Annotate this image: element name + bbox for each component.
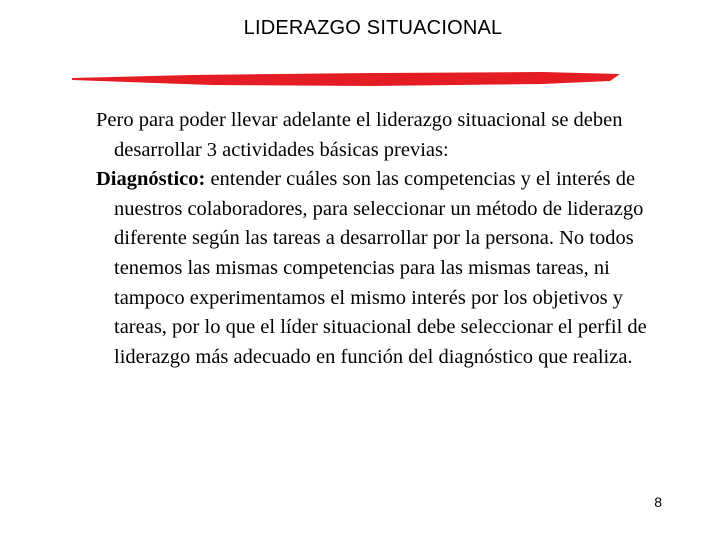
- page-number: 8: [654, 494, 662, 510]
- diagnostico-text: entender cuáles son las competencias y el interés de nuestros colaboradores, para seleccionar un método de liderazgo diferente según las tareas a desarrollar por la persona. No todos tenemos las mismas competencias para las mismas tareas, ni tampoco experimentamos el mismo interés por los objetivos y tareas, por lo que el líder situacional debe seleccionar el perfil de liderazgo más adecuado en función del diagnóstico que realiza.: [114, 168, 647, 368]
- title-underline-decoration: [72, 70, 622, 92]
- intro-paragraph: Pero para poder llevar adelante el liderazgo situacional se deben desarrollar 3 actividades básicas previas:: [96, 109, 623, 161]
- diagnostico-paragraph: [96, 165, 656, 372]
- slide-body: [96, 106, 656, 372]
- diagnostico-term: Diagnóstico:: [96, 168, 206, 191]
- slide-title: LIDERAZGO SITUACIONAL: [243, 17, 503, 39]
- red-brush-stroke: [72, 72, 620, 86]
